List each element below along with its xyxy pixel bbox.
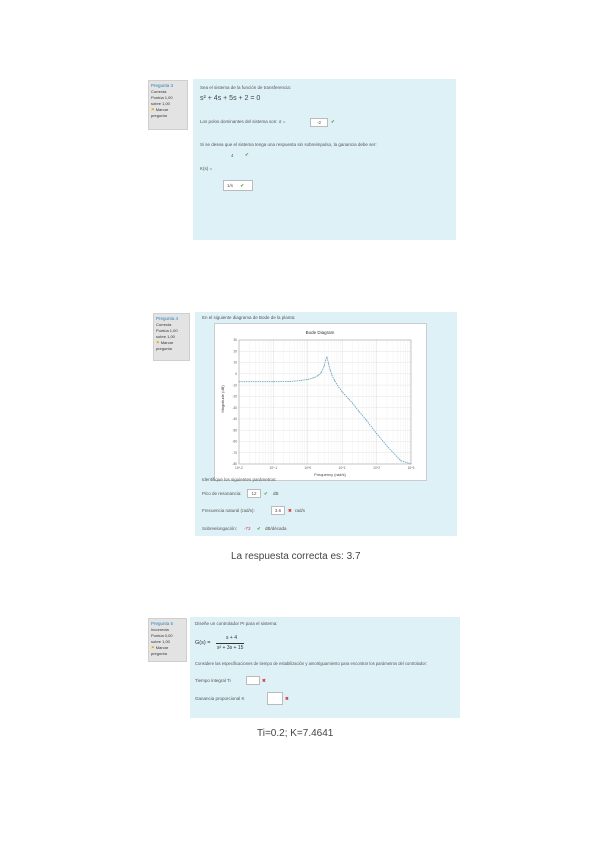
x-tick-label: 10^3: [407, 466, 415, 470]
question-4-line2: Pico de resonancia:: [202, 491, 242, 496]
question-3-line2: Si se desea que el sistema tenga una respuesta sin sobreimpulso, la ganancia debe ser:: [200, 142, 377, 147]
data-point: [331, 374, 332, 375]
data-point: [386, 445, 387, 446]
question-4-line3: Frecuencia natural (rad/s):: [202, 508, 255, 513]
flag-question-4-label: Marcar pregunta: [156, 340, 174, 351]
question-3-input-2[interactable]: [223, 180, 253, 191]
y-tick-label: -60: [232, 439, 237, 444]
flag-question-5[interactable]: [151, 645, 184, 657]
question-5-label: Pregunta 5: [151, 621, 174, 626]
check-icon: ✔: [240, 183, 245, 188]
y-tick-label: -20: [232, 394, 237, 399]
check-icon: ✔: [245, 152, 249, 157]
cross-icon: ✖: [288, 508, 292, 513]
question-5-card: [190, 617, 460, 718]
question-4-prompt: En el siguiente diagrama de Bode de la planta:: [202, 315, 296, 320]
cross-icon: ✖: [285, 696, 289, 701]
data-point: [342, 391, 343, 392]
question-5-info: [148, 618, 187, 662]
question-4-note-slope: dB/década: [265, 526, 287, 531]
y-tick-label: 30: [233, 338, 237, 343]
question-5-gs-label: G(s) =: [195, 640, 211, 646]
question-4-info: [153, 313, 190, 361]
data-point: [321, 372, 322, 373]
check-icon: ✔: [331, 119, 335, 124]
question-4-score: Puntúa 1,00: [156, 328, 178, 333]
data-point: [325, 360, 326, 361]
data-point: [358, 411, 359, 412]
question-4-line1: Identifique los siguientes parámetros:: [202, 477, 277, 482]
flag-question-3-label: Marcar pregunta: [151, 107, 169, 118]
question-5-score-max: sobre 1,00: [151, 639, 170, 644]
question-5-denominator: s² + 3s + 15: [217, 645, 244, 651]
question-3-line1: Los polos dominantes del sistema son: σ =: [200, 119, 286, 124]
bode-chart: [215, 324, 426, 480]
question-4-label: Pregunta 4: [156, 316, 179, 321]
y-tick-label: -80: [232, 462, 237, 467]
y-tick-label: -40: [232, 417, 237, 422]
question-3-card: [193, 79, 456, 240]
plot-frame: [239, 340, 411, 464]
data-point: [239, 381, 240, 382]
data-point: [273, 381, 274, 382]
data-point: [307, 379, 308, 380]
question-4-input-freq[interactable]: 3.6: [271, 506, 285, 515]
flag-icon: ⚑: [156, 340, 160, 345]
data-point: [330, 370, 331, 371]
fraction-bar: [216, 643, 244, 644]
data-point: [411, 464, 412, 465]
question-5-instruction: Considere las especificaciones de tiempo de estabilización y amortiguamiento para encontrar los parámetros del controlador:: [195, 661, 428, 666]
data-point: [348, 398, 349, 399]
data-point: [376, 433, 377, 434]
question-3-answer-2: 1/s: [227, 183, 234, 188]
data-point: [318, 375, 319, 376]
y-tick-label: -30: [232, 405, 237, 410]
question-3-score-max: sobre 1,00: [151, 101, 170, 106]
data-point: [338, 387, 339, 388]
question-3-prompt: Sea el sistema de la función de transferencia:: [200, 85, 292, 90]
flag-question-5-label: Marcar pregunta: [151, 645, 169, 656]
question-5-numerator: s + 4: [226, 635, 237, 641]
check-icon: ✔: [264, 491, 268, 496]
question-4-unit-peak: dB: [273, 491, 279, 496]
y-tick-label: 0: [235, 372, 237, 377]
question-4-unit-freq: rad/s: [295, 508, 306, 513]
data-point: [352, 403, 353, 404]
question-4-status: Correcta: [156, 322, 172, 327]
question-3-status: Correcta: [151, 89, 167, 94]
question-4-score-max: sobre 1,00: [156, 334, 175, 339]
question-5-status: Incorrecta: [151, 627, 169, 632]
y-axis-label: Magnitude (dB): [220, 385, 225, 413]
data-point: [300, 380, 301, 381]
question-3-answer-1: 4: [231, 153, 234, 158]
question-3-input-1[interactable]: -2: [310, 118, 328, 127]
y-tick-label: -10: [232, 383, 237, 388]
cross-icon: ✖: [262, 678, 266, 683]
question-4-value-slope: -73: [244, 526, 251, 531]
data-point: [334, 380, 335, 381]
data-point: [324, 365, 325, 366]
flag-icon: ⚑: [151, 107, 155, 112]
data-point: [313, 377, 314, 378]
y-tick-label: -50: [232, 428, 237, 433]
question-3-equation: s² + 4s + 5s + 2 = 0: [200, 95, 261, 102]
x-tick-label: 10^1: [338, 466, 346, 470]
question-5-input-k[interactable]: [267, 692, 283, 705]
x-axis-label: Frequency (rad/s): [314, 472, 346, 477]
flag-icon: ⚑: [151, 645, 155, 650]
x-tick-label: 10^-2: [235, 466, 243, 470]
y-tick-label: 10: [233, 360, 237, 365]
question-5-prompt: Diseñe un controlador PI para el sistema:: [195, 621, 278, 626]
question-3-line3: K(s) =: [200, 166, 213, 171]
question-5-line2: Ganancia proporcional K: [195, 696, 245, 701]
x-tick-label: 10^-1: [269, 466, 278, 470]
y-tick-label: 20: [233, 349, 237, 354]
data-point: [400, 460, 401, 461]
data-point: [263, 381, 264, 382]
question-3-score: Puntúa 1,00: [151, 95, 173, 100]
question-5-input-ti[interactable]: [246, 676, 260, 685]
question-4-line4: Sobreelongación:: [202, 526, 238, 531]
data-point: [326, 356, 327, 357]
question-3-info: [148, 80, 188, 130]
question-5-correct-answer: Ti=0.2; K=7.4641: [257, 728, 334, 739]
flag-question-4[interactable]: [156, 340, 187, 352]
bode-plot: [214, 323, 427, 481]
flag-question-3[interactable]: [151, 107, 185, 119]
check-icon: ✔: [257, 526, 261, 531]
question-5-line1: Tiempo integral Ti: [195, 678, 231, 683]
question-3-label: Pregunta 3: [151, 83, 174, 88]
question-5-score: Puntúa 0,00: [151, 633, 173, 638]
data-point: [289, 381, 290, 382]
question-4-card: [195, 312, 457, 536]
data-point: [328, 363, 329, 364]
x-tick-label: 10^0: [304, 466, 312, 470]
magnitude-curve: [239, 357, 411, 464]
chart-title: Bode Diagram: [305, 330, 335, 335]
y-tick-label: -70: [232, 450, 237, 455]
question-4-input-peak[interactable]: 12: [247, 489, 261, 498]
x-tick-label: 10^2: [373, 466, 381, 470]
question-4-correct-answer: La respuesta correcta es: 3.7: [231, 551, 361, 562]
data-point: [366, 420, 367, 421]
